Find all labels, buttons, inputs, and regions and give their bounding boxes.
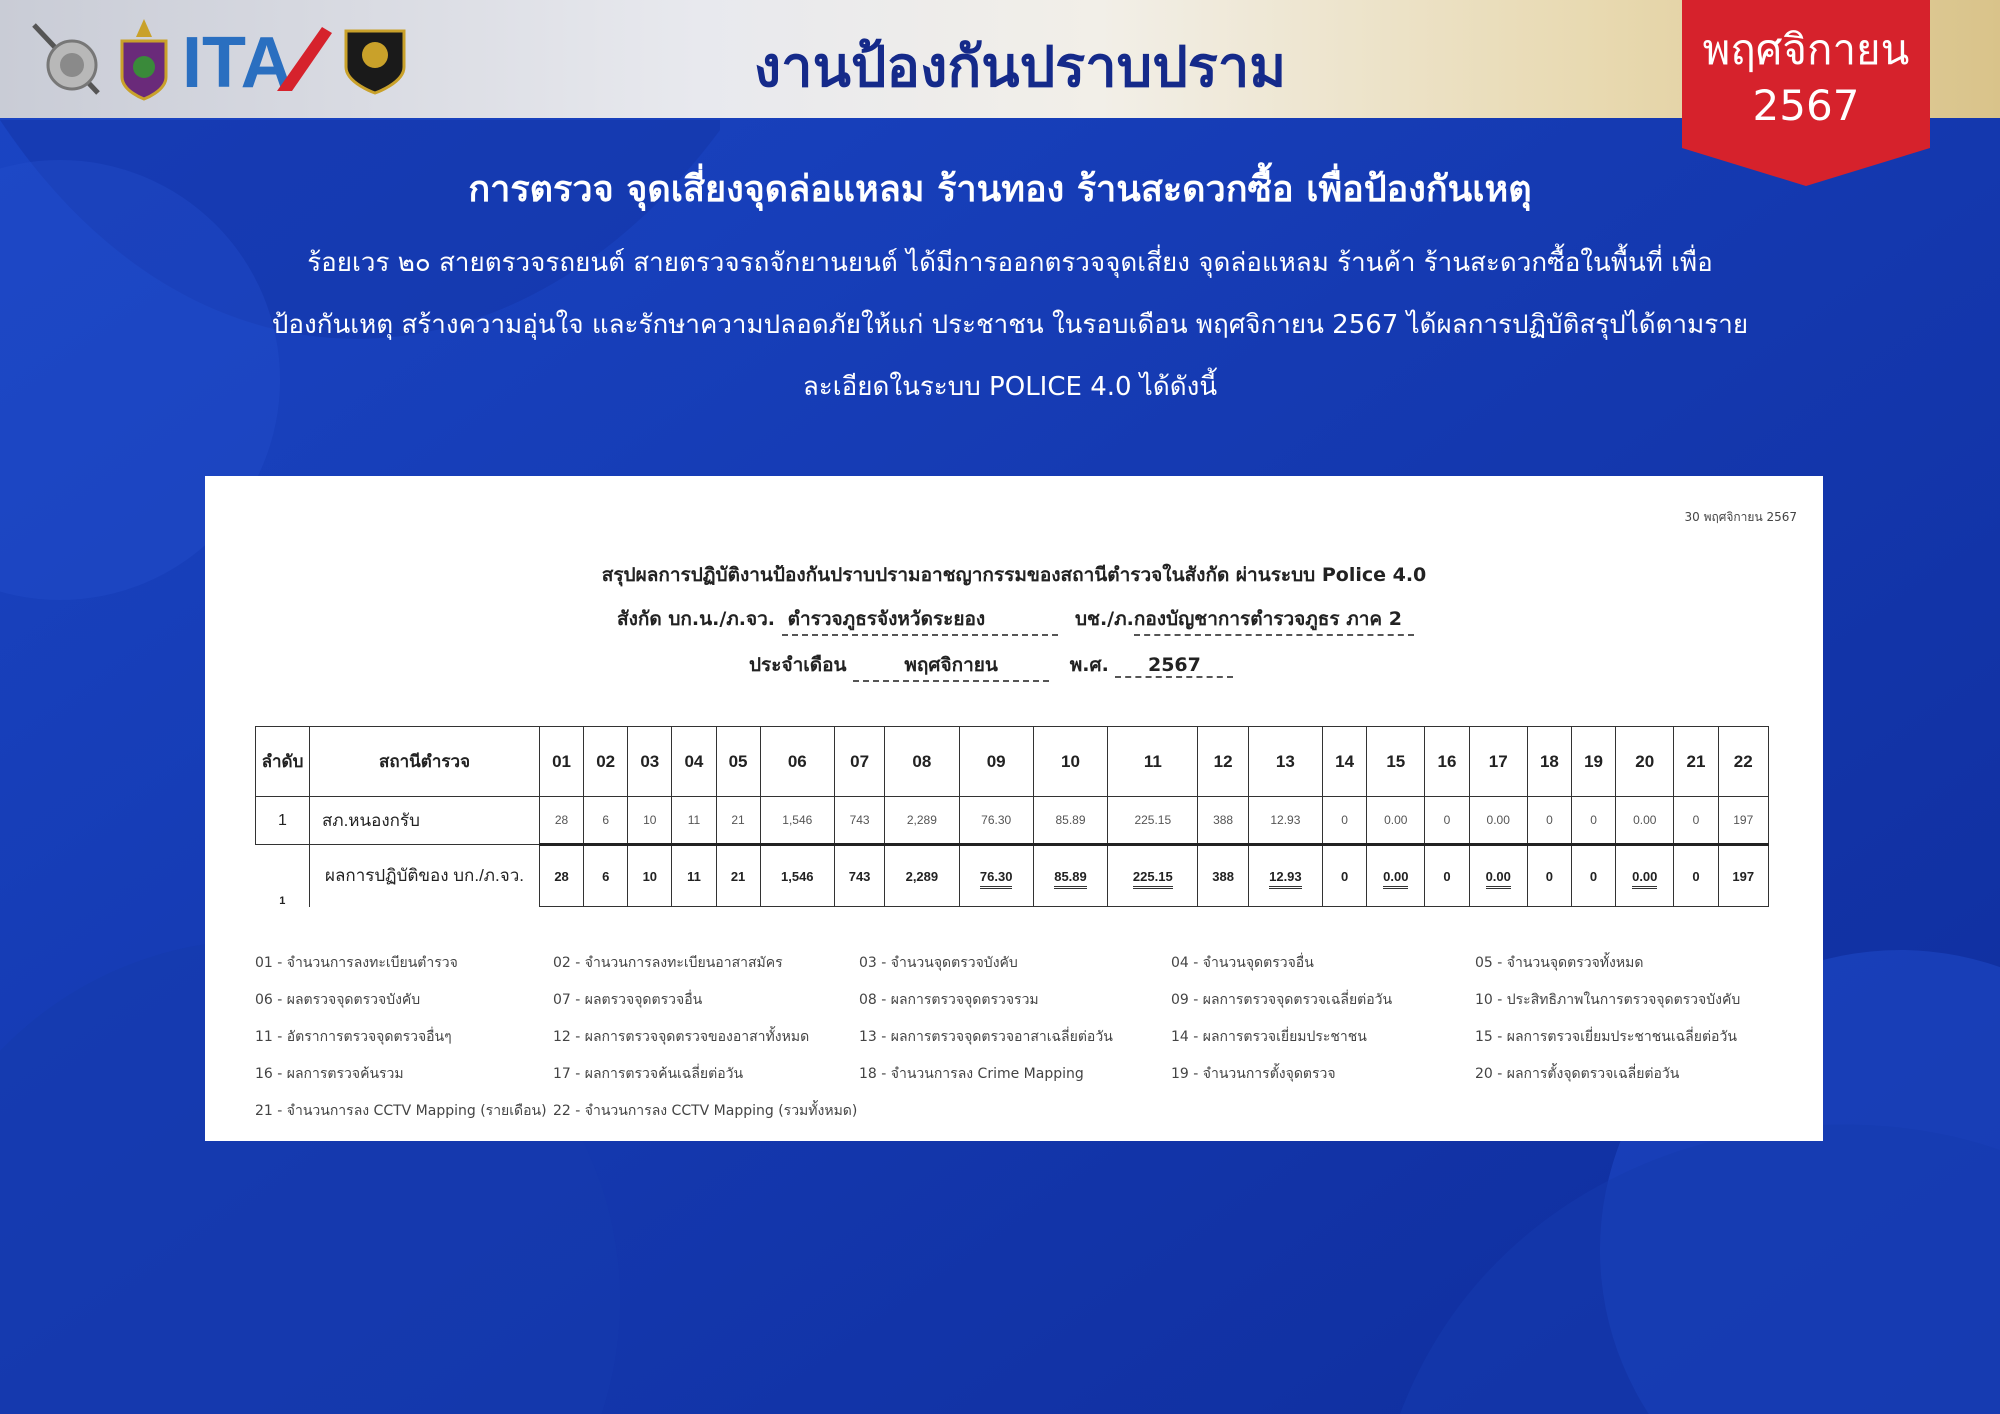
table-cell: 0 bbox=[1571, 797, 1615, 845]
report-date: 30 พฤศจิกายน 2567 bbox=[1684, 510, 1797, 524]
table-row bbox=[256, 797, 1769, 845]
row-index: 1 bbox=[256, 797, 310, 845]
legend-item: 18 - จำนวนการลง Crime Mapping bbox=[859, 1065, 1084, 1082]
date-ribbon-label bbox=[1682, 22, 1930, 134]
total-cell bbox=[1248, 845, 1322, 907]
total-index: 1 bbox=[256, 845, 310, 907]
column-header: 19 bbox=[1571, 727, 1615, 797]
total-value: 197 bbox=[1732, 868, 1755, 884]
unit-badge-icon bbox=[342, 23, 408, 95]
table-cell: 76.30 bbox=[959, 797, 1033, 845]
total-cell bbox=[1718, 845, 1768, 907]
total-cell bbox=[885, 845, 959, 907]
legend-row bbox=[255, 1018, 1795, 1055]
table-header-row bbox=[256, 727, 1769, 797]
column-header: 02 bbox=[584, 727, 628, 797]
total-value: 0 bbox=[1589, 868, 1598, 884]
table-total-row bbox=[256, 845, 1769, 907]
legend-item: 11 - อัตราการตรวจจุดตรวจอื่นๆ bbox=[255, 1028, 452, 1045]
total-cell bbox=[540, 845, 584, 907]
total-value: 0 bbox=[1545, 868, 1554, 884]
year-label: พ.ศ. bbox=[1069, 654, 1109, 676]
column-header: 06 bbox=[760, 727, 834, 797]
total-value: 225.15 bbox=[1133, 869, 1173, 889]
month-label: ประจำเดือน bbox=[749, 654, 847, 676]
column-header: 20 bbox=[1616, 727, 1674, 797]
command-line bbox=[1075, 604, 1414, 636]
command-label: บช./ภ. bbox=[1075, 608, 1134, 630]
total-cell bbox=[672, 845, 716, 907]
column-legend bbox=[255, 944, 1795, 1129]
total-cell bbox=[1367, 845, 1425, 907]
legend-item: 15 - ผลการตรวจเยี่ยมประชาชนเฉลี่ยต่อวัน bbox=[1475, 1028, 1737, 1045]
total-cell bbox=[959, 845, 1033, 907]
total-value: 10 bbox=[642, 868, 658, 884]
column-header: 03 bbox=[628, 727, 672, 797]
table-cell: 0.00 bbox=[1367, 797, 1425, 845]
affiliation-line bbox=[617, 604, 1058, 636]
table-cell: 85.89 bbox=[1033, 797, 1107, 845]
header-station: สถานีตำรวจ bbox=[310, 727, 540, 797]
total-cell bbox=[1108, 845, 1198, 907]
legend-item: 02 - จำนวนการลงทะเบียนอาสาสมัคร bbox=[553, 954, 783, 971]
month-line bbox=[749, 650, 1233, 682]
table-cell: 388 bbox=[1198, 797, 1248, 845]
legend-item: 13 - ผลการตรวจจุดตรวจอาสาเฉลี่ยต่อวัน bbox=[859, 1028, 1113, 1045]
table-cell: 0 bbox=[1674, 797, 1718, 845]
table-cell: 225.15 bbox=[1108, 797, 1198, 845]
column-header: 15 bbox=[1367, 727, 1425, 797]
ribbon-year: 2567 bbox=[1752, 81, 1860, 130]
command-value: กองบัญชาการตำรวจภูธร ภาค 2 bbox=[1134, 604, 1414, 636]
total-value: 0.00 bbox=[1383, 869, 1408, 889]
legend-item: 16 - ผลการตรวจค้นรวม bbox=[255, 1065, 404, 1082]
total-value: 2,289 bbox=[905, 868, 939, 884]
column-header: 21 bbox=[1674, 727, 1718, 797]
ribbon-month: พฤศจิกายน bbox=[1702, 25, 1910, 74]
total-cell bbox=[1033, 845, 1107, 907]
table-cell: 6 bbox=[584, 797, 628, 845]
column-header: 16 bbox=[1425, 727, 1469, 797]
total-value: 0 bbox=[1340, 868, 1349, 884]
total-cell bbox=[1674, 845, 1718, 907]
table-cell: 21 bbox=[716, 797, 760, 845]
column-header: 05 bbox=[716, 727, 760, 797]
total-value: 743 bbox=[848, 868, 871, 884]
total-value: 0 bbox=[1692, 868, 1700, 884]
total-cell bbox=[1469, 845, 1527, 907]
table-cell: 1,546 bbox=[760, 797, 834, 845]
total-cell bbox=[716, 845, 760, 907]
total-value: 0.00 bbox=[1486, 869, 1511, 889]
report-title: สรุปผลการปฏิบัติงานป้องกันปราบปรามอาชญากรรมของสถานีตำรวจในสังกัด ผ่านระบบ Police 4.0 bbox=[601, 564, 1427, 586]
police-emblem-icon bbox=[28, 19, 106, 99]
legend-item: 10 - ประสิทธิภาพในการตรวจจุดตรวจบังคับ bbox=[1475, 991, 1741, 1008]
total-cell bbox=[1323, 845, 1367, 907]
ita-logo-text: ITA bbox=[182, 23, 293, 99]
total-value: 12.93 bbox=[1269, 869, 1302, 889]
paragraph-line: ละเอียดในระบบ POLICE 4.0 ได้ดังนี้ bbox=[802, 372, 1218, 402]
table-cell: 2,289 bbox=[885, 797, 959, 845]
legend-item: 08 - ผลการตรวจจุดตรวจรวม bbox=[859, 991, 1039, 1008]
table-cell: 12.93 bbox=[1248, 797, 1322, 845]
logo-group bbox=[28, 14, 408, 104]
column-header: 17 bbox=[1469, 727, 1527, 797]
legend-item: 20 - ผลการตั้งจุดตรวจเฉลี่ยต่อวัน bbox=[1475, 1065, 1680, 1082]
total-cell bbox=[1571, 845, 1615, 907]
total-value: 0 bbox=[1443, 868, 1451, 884]
total-cell bbox=[628, 845, 672, 907]
total-value: 76.30 bbox=[980, 869, 1013, 889]
legend-row bbox=[255, 944, 1795, 981]
total-label: ผลการปฏิบัติของ บก./ภ.จว. bbox=[310, 845, 540, 907]
total-cell bbox=[1198, 845, 1248, 907]
column-header: 08 bbox=[885, 727, 959, 797]
total-cell bbox=[1616, 845, 1674, 907]
page-title: งานป้องกันปราบปราม bbox=[753, 35, 1287, 100]
total-cell bbox=[1425, 845, 1469, 907]
column-header: 09 bbox=[959, 727, 1033, 797]
table-cell: 10 bbox=[628, 797, 672, 845]
column-header: 04 bbox=[672, 727, 716, 797]
year-value: 2567 bbox=[1115, 654, 1233, 678]
report-sheet bbox=[205, 476, 1823, 1141]
legend-item: 17 - ผลการตรวจค้นเฉลี่ยต่อวัน bbox=[553, 1065, 744, 1082]
ita-logo-icon bbox=[182, 19, 332, 99]
table-cell: 11 bbox=[672, 797, 716, 845]
legend-item: 05 - จำนวนจุดตรวจทั้งหมด bbox=[1475, 954, 1644, 971]
column-header: 14 bbox=[1323, 727, 1367, 797]
total-cell bbox=[760, 845, 834, 907]
total-cell bbox=[1527, 845, 1571, 907]
legend-row bbox=[255, 1055, 1795, 1092]
total-value: 85.89 bbox=[1054, 869, 1087, 889]
paragraph-line: ร้อยเวร ๒๐ สายตรวจรถยนต์ สายตรวจรถจักยานยนต์ ได้มีการออกตรวจจุดเสี่ยง จุดล่อแหลม ร้านค้า ร้านสะดวกซื้อในพื้นที่ เพื่อ bbox=[307, 248, 1713, 278]
table-cell: 0.00 bbox=[1469, 797, 1527, 845]
total-value: 388 bbox=[1212, 868, 1234, 884]
column-header: 12 bbox=[1198, 727, 1248, 797]
total-value: 1,546 bbox=[781, 868, 814, 884]
legend-row bbox=[255, 981, 1795, 1018]
row-station: สภ.หนองกรับ bbox=[310, 797, 540, 845]
legend-item: 22 - จำนวนการลง CCTV Mapping (รวมทั้งหมด) bbox=[553, 1102, 858, 1119]
column-header: 13 bbox=[1248, 727, 1322, 797]
table-cell: 0 bbox=[1323, 797, 1367, 845]
table-cell: 28 bbox=[540, 797, 584, 845]
legend-row bbox=[255, 1092, 1795, 1129]
section-paragraph bbox=[210, 232, 1810, 418]
header-index: ลำดับ bbox=[256, 727, 310, 797]
legend-item: 07 - ผลตรวจจุดตรวจอื่น bbox=[553, 991, 703, 1008]
table-cell: 743 bbox=[834, 797, 884, 845]
affiliation-label: สังกัด บก.น./ภ.จว. bbox=[617, 608, 776, 630]
legend-item: 06 - ผลตรวจจุดตรวจบังคับ bbox=[255, 991, 421, 1008]
paragraph-line: ป้องกันเหตุ สร้างความอุ่นใจ และรักษาความปลอดภัยให้แก่ ประชาชน ในรอบเดือน พฤศจิกายน 2567 ได้ผลการปฏิบัติสรุปได้ตามราย bbox=[271, 310, 1749, 340]
column-header: 07 bbox=[834, 727, 884, 797]
results-table bbox=[255, 726, 1769, 907]
legend-item: 14 - ผลการตรวจเยี่ยมประชาชน bbox=[1171, 1028, 1367, 1045]
month-value: พฤศจิกายน bbox=[853, 650, 1049, 682]
table-cell: 0.00 bbox=[1616, 797, 1674, 845]
affiliation-value: ตำรวจภูธรจังหวัดระยอง bbox=[782, 604, 1058, 636]
legend-item: 19 - จำนวนการตั้งจุดตรวจ bbox=[1171, 1065, 1336, 1082]
column-header: 01 bbox=[540, 727, 584, 797]
total-value: 28 bbox=[554, 868, 569, 884]
total-value: 6 bbox=[602, 868, 610, 884]
legend-item: 09 - ผลการตรวจจุดตรวจเฉลี่ยต่อวัน bbox=[1171, 991, 1393, 1008]
legend-item: 21 - จำนวนการลง CCTV Mapping (รายเดือน) bbox=[255, 1102, 547, 1119]
total-cell bbox=[834, 845, 884, 907]
total-value: 11 bbox=[687, 868, 701, 884]
column-header: 22 bbox=[1718, 727, 1768, 797]
legend-item: 01 - จำนวนการลงทะเบียนตำรวจ bbox=[255, 954, 458, 971]
table-cell: 0 bbox=[1425, 797, 1469, 845]
column-header: 18 bbox=[1527, 727, 1571, 797]
total-value: 21 bbox=[730, 868, 746, 884]
legend-item: 12 - ผลการตรวจจุดตรวจของอาสาทั้งหมด bbox=[553, 1028, 810, 1045]
table-cell: 0 bbox=[1527, 797, 1571, 845]
crest-icon bbox=[116, 17, 172, 101]
total-cell bbox=[584, 845, 628, 907]
column-header: 10 bbox=[1033, 727, 1107, 797]
total-value: 0.00 bbox=[1632, 869, 1657, 889]
table-cell: 197 bbox=[1718, 797, 1768, 845]
section-subtitle: การตรวจ จุดเสี่ยงจุดล่อแหลม ร้านทอง ร้านสะดวกซื้อ เพื่อป้องกันเหตุ bbox=[468, 169, 1532, 210]
legend-item: 04 - จำนวนจุดตรวจอื่น bbox=[1171, 954, 1314, 971]
legend-item: 03 - จำนวนจุดตรวจบังคับ bbox=[859, 954, 1018, 971]
column-header: 11 bbox=[1108, 727, 1198, 797]
